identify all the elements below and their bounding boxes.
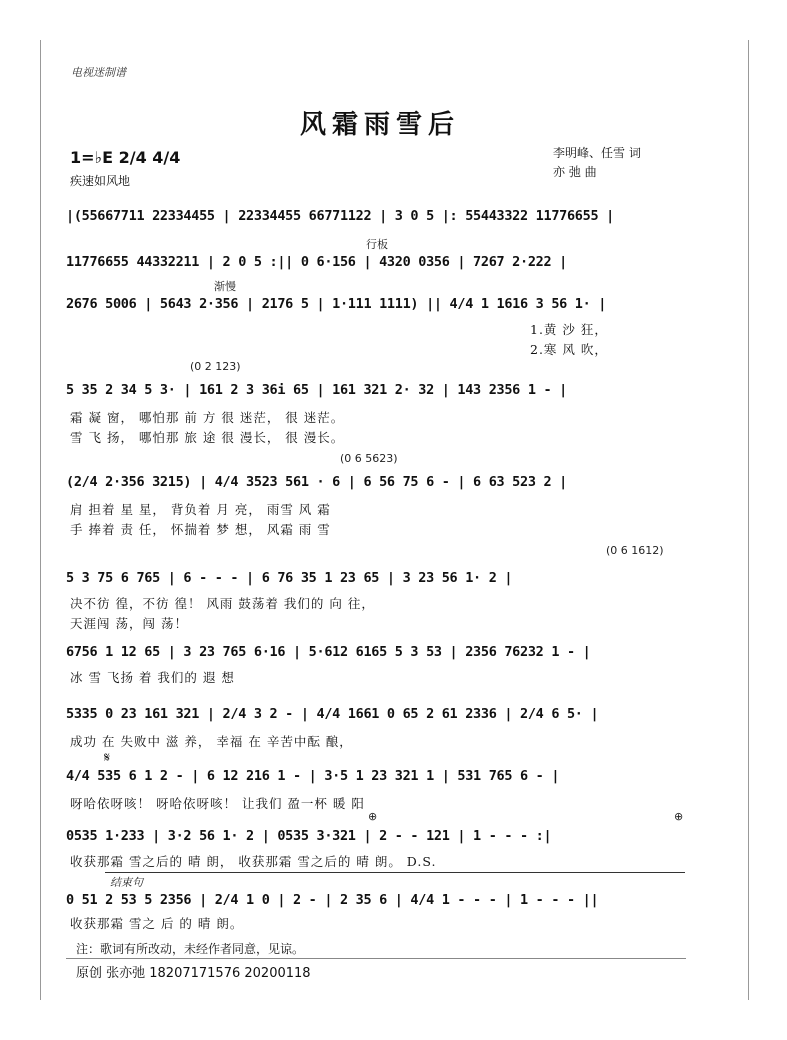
key-signature: 1=♭E 2/4 4/4 (70, 148, 181, 167)
score-line: 2676 5006 | 5643 2·356 | 2176 5 | 1·111 1111) || 4/4 1 1616 3 56 1· | (66, 296, 607, 312)
footnote: 注：歌词有所改动，未经作者同意，见谅。 (76, 942, 305, 956)
score-mark: (0 6 5623) (340, 452, 398, 465)
lyricist-credit: 李明峰、任雪 词 (553, 146, 641, 160)
page-title: 风霜雨雪后 (300, 110, 461, 140)
lyric-line: 冰 雪 飞扬 着 我们的 遐 想 (70, 670, 235, 685)
lyric-line: 雪 飞 扬， 哪怕那 旅 途 很 漫长， 很 漫长。 (70, 430, 345, 445)
score-line: (2/4 2·356 3215) | 4/4 3523 561 · 6 | 6 56 75 6 - | 6 63 523 2 | (66, 474, 567, 490)
lyric-line: 2.寒 风 吹， (530, 342, 608, 357)
credits (553, 144, 641, 182)
lyric-line: 天涯闯 荡，闯 荡！ (70, 616, 188, 631)
score-mark: 结束句 (110, 876, 143, 889)
score-mark: 渐慢 (214, 280, 236, 293)
score-line: 5 3 75 6 765 | 6 - - - | 6 76 35 1 23 65 | 3 23 56 1· 2 | (66, 570, 513, 586)
lyric-line: 收获那霜 雪之后的 晴 朗， 收获那霜 雪之后的 晴 朗。 D.S. (70, 854, 437, 869)
ending-bracket (105, 872, 685, 875)
score-line: 6756 1 12 65 | 3 23 765 6·16 | 5·612 6165 5 3 53 | 2356 76232 1 - | (66, 644, 591, 660)
coda-mark: ⊕ (368, 810, 378, 823)
score-mark: (0 2 123) (190, 360, 241, 373)
divider (66, 958, 686, 959)
score-source: 电视迷制谱 (71, 66, 126, 79)
coda-mark: ⊕ (674, 810, 684, 823)
score-line: 5335 0 23 161 321 | 2/4 3 2 - | 4/4 1661 0 65 2 61 2336 | 2/4 6 5· | (66, 706, 599, 722)
lyric-line: 成功 在 失败中 滋 养， 幸福 在 辛苦中酝 酿， (70, 734, 353, 749)
score-line: |(55667711 22334455 | 22334455 66771122 | 3 0 5 |: 55443322 11776655 | (66, 208, 614, 224)
score-mark: 行板 (366, 238, 388, 251)
lyric-line: 手 捧着 责 任， 怀揣着 梦 想， 风霜 雨 雪 (70, 522, 331, 537)
lyric-line: 呀哈依呀咳！ 呀哈依呀咳！ 让我们 盈一杯 暖 阳 (70, 796, 365, 811)
footer: 原创 张亦弛 18207171576 20200118 (76, 966, 311, 981)
score-line: 11776655 44332211 | 2 0 5 :|| 0 6·156 | 4320 0356 | 7267 2·222 | (66, 254, 567, 270)
lyric-line: 决不彷 徨，不彷 徨！ 风雨 鼓荡着 我们的 向 往， (70, 596, 375, 611)
lyric-line: 1.黄 沙 狂， (530, 322, 608, 337)
tempo-marking: 疾速如风地 (70, 174, 131, 188)
score-mark: (0 6 1612) (606, 544, 664, 557)
composer-credit: 亦 弛 曲 (553, 165, 597, 179)
segno-mark: 𝄋 (104, 750, 111, 766)
lyric-line: 肩 担着 星 星， 背负着 月 亮， 雨雪 风 霜 (70, 502, 331, 517)
score-line: 5 35 2 34 5 3· | 161 2 3 36i 65 | 161 321 2· 32 | 143 2356 1 - | (66, 382, 567, 398)
lyric-line: 霜 凝 窗， 哪怕那 前 方 很 迷茫， 很 迷茫。 (70, 410, 345, 425)
lyric-line: 收获那霜 雪之 后 的 晴 朗。 (70, 916, 244, 931)
score-line: 4/4 535 6 1 2 - | 6 12 216 1 - | 3·5 1 23 321 1 | 531 765 6 - | (66, 768, 560, 784)
score-line: 0 51 2 53 5 2356 | 2/4 1 0 | 2 - | 2 35 6 | 4/4 1 - - - | 1 - - - || (66, 892, 599, 908)
score-line: 0535 1·233 | 3·2 56 1· 2 | 0535 3·321 | 2 - - 121 | 1 - - - :| (66, 828, 552, 844)
